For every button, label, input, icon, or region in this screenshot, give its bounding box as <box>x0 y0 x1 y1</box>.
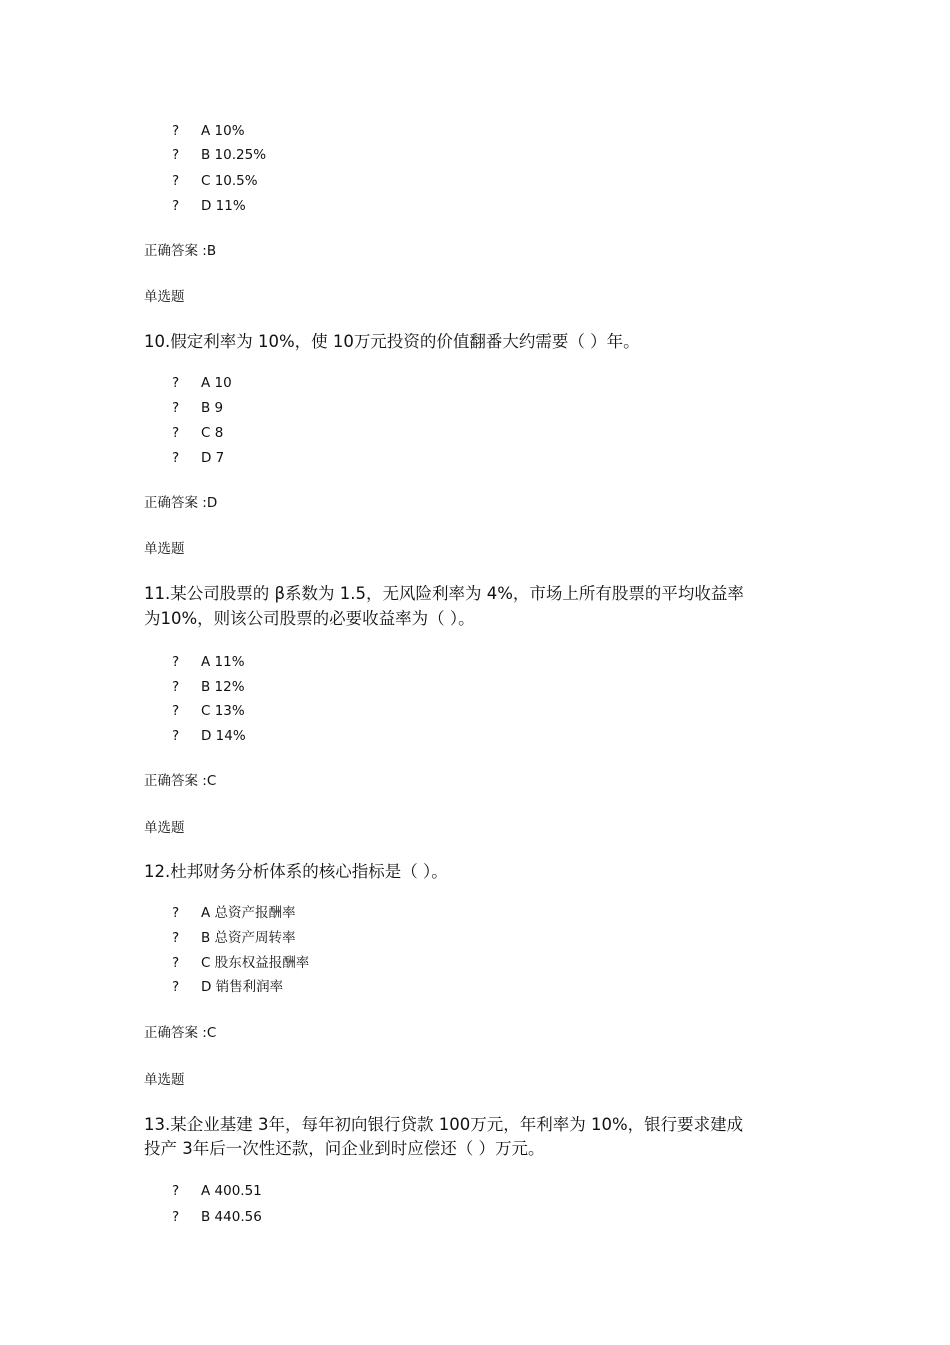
option-bullet: ? <box>172 198 180 214</box>
correct-answer: 正确答案 :B <box>144 243 217 259</box>
option-text: B 440.56 <box>201 1209 262 1225</box>
option-bullet: ? <box>172 1209 180 1225</box>
option-bullet: ? <box>172 450 180 466</box>
option-text: C 10.5% <box>201 173 258 189</box>
correct-answer: 正确答案 :C <box>144 773 217 789</box>
option-bullet: ? <box>172 728 180 744</box>
option-text: D 7 <box>201 450 225 466</box>
option-text: B 9 <box>201 400 224 416</box>
option-text: A 10 <box>201 375 232 391</box>
option-text: A 总资产报酬率 <box>201 905 296 921</box>
correct-answer: 正确答案 :C <box>144 1025 217 1041</box>
option-bullet: ? <box>172 173 180 189</box>
question-text-line: 10.假定利率为 10%，使 10万元投资的价值翻番大约需要（ ）年。 <box>144 332 640 351</box>
option-bullet: ? <box>172 930 180 946</box>
question-text-line: 11.某公司股票的 β系数为 1.5，无风险利率为 4%，市场上所有股票的平均收益率 <box>144 584 744 603</box>
question-type: 单选题 <box>144 820 185 836</box>
question-text-line: 投产 3年后一次性还款，问企业到时应偿还（ ）万元。 <box>144 1139 545 1158</box>
option-bullet: ? <box>172 400 180 416</box>
option-bullet: ? <box>172 1183 180 1199</box>
option-bullet: ? <box>172 375 180 391</box>
option-text: C 8 <box>201 425 224 441</box>
question-text-line: 12.杜邦财务分析体系的核心指标是（ ）。 <box>144 862 448 881</box>
option-text: B 10.25% <box>201 147 267 163</box>
option-text: D 11% <box>201 198 246 214</box>
option-text: B 12% <box>201 679 245 695</box>
option-text: D 销售利润率 <box>201 979 284 995</box>
option-text: D 14% <box>201 728 246 744</box>
option-bullet: ? <box>172 703 180 719</box>
option-text: A 10% <box>201 123 245 139</box>
option-bullet: ? <box>172 905 180 921</box>
question-type: 单选题 <box>144 1072 185 1088</box>
option-bullet: ? <box>172 955 180 971</box>
option-bullet: ? <box>172 425 180 441</box>
question-type: 单选题 <box>144 541 185 557</box>
question-text-line: 为10%，则该公司股票的必要收益率为（ ）。 <box>144 609 475 628</box>
option-bullet: ? <box>172 147 180 163</box>
option-bullet: ? <box>172 123 180 139</box>
option-text: C 股东权益报酬率 <box>201 955 310 971</box>
option-bullet: ? <box>172 979 180 995</box>
option-text: A 11% <box>201 654 245 670</box>
option-text: B 总资产周转率 <box>201 930 296 946</box>
question-text-line: 13.某企业基建 3年，每年初向银行贷款 100万元，年利率为 10%，银行要求建成 <box>144 1115 744 1134</box>
option-text: A 400.51 <box>201 1183 262 1199</box>
question-type: 单选题 <box>144 289 185 305</box>
option-bullet: ? <box>172 654 180 670</box>
option-bullet: ? <box>172 679 180 695</box>
correct-answer: 正确答案 :D <box>144 495 218 511</box>
option-text: C 13% <box>201 703 245 719</box>
